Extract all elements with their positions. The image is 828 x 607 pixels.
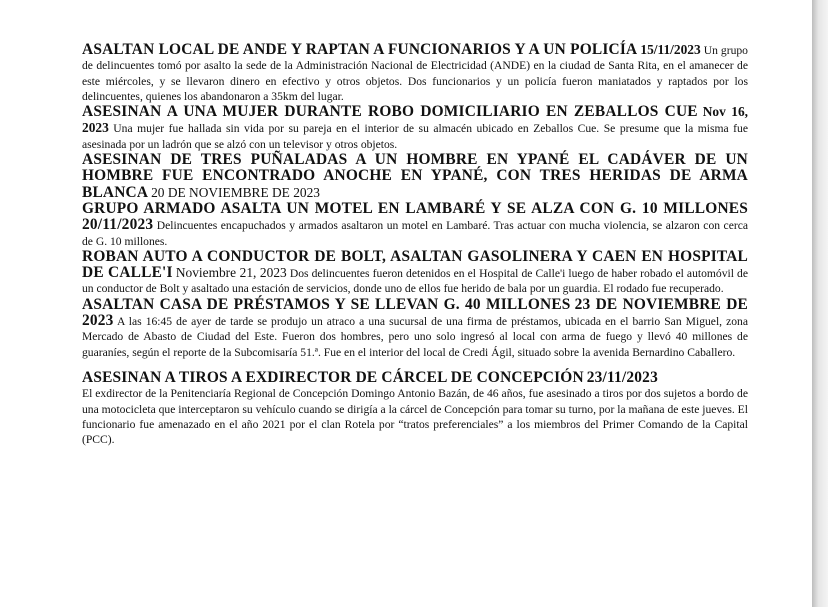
news-item — [82, 370, 748, 447]
news-body: El exdirector de la Penitenciaría Regional de Concepción Domingo Antonio Bazán, de 46 años, fue asesinado a tiros por dos sujetos a bordo de una motocicleta que interceptaron su vehículo cuando se dirigía a la cárcel de Concepción para tomar su turno, por la mañana de este jueves. El funcionario fue amenazado en el año 2021 por el clan Rotela por “tratos preferenciales” a los miembros del Primer Comando de la Capital (PCC). — [82, 387, 748, 447]
news-title: GRUPO ARMADO ASALTA UN MOTEL EN LAMBARÉ Y SE ALZA CON G. 10 MILLONES — [82, 199, 748, 217]
news-date: Nov 16, 2023 — [82, 104, 748, 136]
news-date: 20/11/2023 — [82, 216, 154, 234]
news-date: 20 DE NOVIEMBRE DE 2023 — [151, 184, 320, 200]
news-body: Una mujer fue hallada sin vida por su pareja en el interior de su almacén ubicado en Zeballos Cue. Se presume que la misma fue asesinada por un ladrón que se alzó con un televisor y otros objetos. — [82, 122, 748, 151]
news-item — [82, 249, 748, 297]
news-title: ASESINAN A TIROS A EXDIRECTOR DE CÁRCEL DE CONCEPCIÓN — [82, 368, 584, 386]
news-list — [82, 42, 748, 447]
news-title: ASESINAN DE TRES PUÑALADAS A UN HOMBRE EN YPANÉ EL CADÁVER DE UN HOMBRE FUE ENCONTRADO ANOCHE EN YPANÉ, CON TRES HERIDAS DE ARMA BLANCA — [82, 151, 748, 201]
news-item — [82, 42, 748, 104]
page-edge — [812, 0, 828, 607]
news-date: 15/11/2023 — [640, 42, 701, 57]
news-item — [82, 152, 748, 201]
news-date: 23 DE NOVIEMBRE DE 2023 — [82, 295, 748, 330]
news-item — [82, 104, 748, 152]
news-title: ASESINAN A UNA MUJER DURANTE ROBO DOMICILIARIO EN ZEBALLOS CUE — [82, 103, 698, 121]
news-body: Un grupo de delincuentes tomó por asalto la sede de la Administración Nacional de Electricidad (ANDE) en la ciudad de Santa Rita, en el amanecer de este miércoles, y se llevaron dinero en efectivo y otros objetos. Dos funcionarios y un policía fueron maniatados y raptados por los delincuentes, quienes los abandonaron a 35km del lugar. — [82, 44, 748, 103]
news-item — [82, 297, 748, 360]
news-date: 23/11/2023 — [586, 368, 658, 386]
news-body: A las 16:45 de ayer de tarde se produjo un atraco a una sucursal de una firma de préstamos, ubicada en el barrio San Miguel, zona Mercado de Abasto de Ciudad del Este. Fueron dos hombres, pero uno solo ingresó al local con arma de fuego y llevó 40 millones de guaraníes, según el reporte de la Subcomisaría 51.ª. Fue en el interior del local de Credi Ágil, situado sobre la avenida Bernardino Caballero. — [82, 315, 748, 359]
news-title: ROBAN AUTO A CONDUCTOR DE BOLT, ASALTAN GASOLINERA Y CAEN EN HOSPITAL DE CALLE'I — [82, 247, 748, 282]
news-date: Noviembre 21, 2023 — [175, 265, 287, 281]
news-item — [82, 201, 748, 249]
news-title: ASALTAN CASA DE PRÉSTAMOS Y SE LLEVAN G. 40 MILLONES — [82, 295, 571, 313]
news-title: ASALTAN LOCAL DE ANDE Y RAPTAN A FUNCIONARIOS Y A UN POLICÍA — [82, 41, 638, 58]
news-body: Delincuentes encapuchados y armados asaltaron un motel en Lambaré. Tras actuar con mucha violencia, se alzaron con cerca de G. 10 millones. — [82, 219, 748, 248]
news-body: Dos delincuentes fueron detenidos en el Hospital de Calle'i luego de haber robado el automóvil de un conductor de Bolt y asaltado una estación de servicios, donde uno de ellos fue herido de bala por un guardia. El rodado fue recuperado. — [82, 267, 748, 296]
